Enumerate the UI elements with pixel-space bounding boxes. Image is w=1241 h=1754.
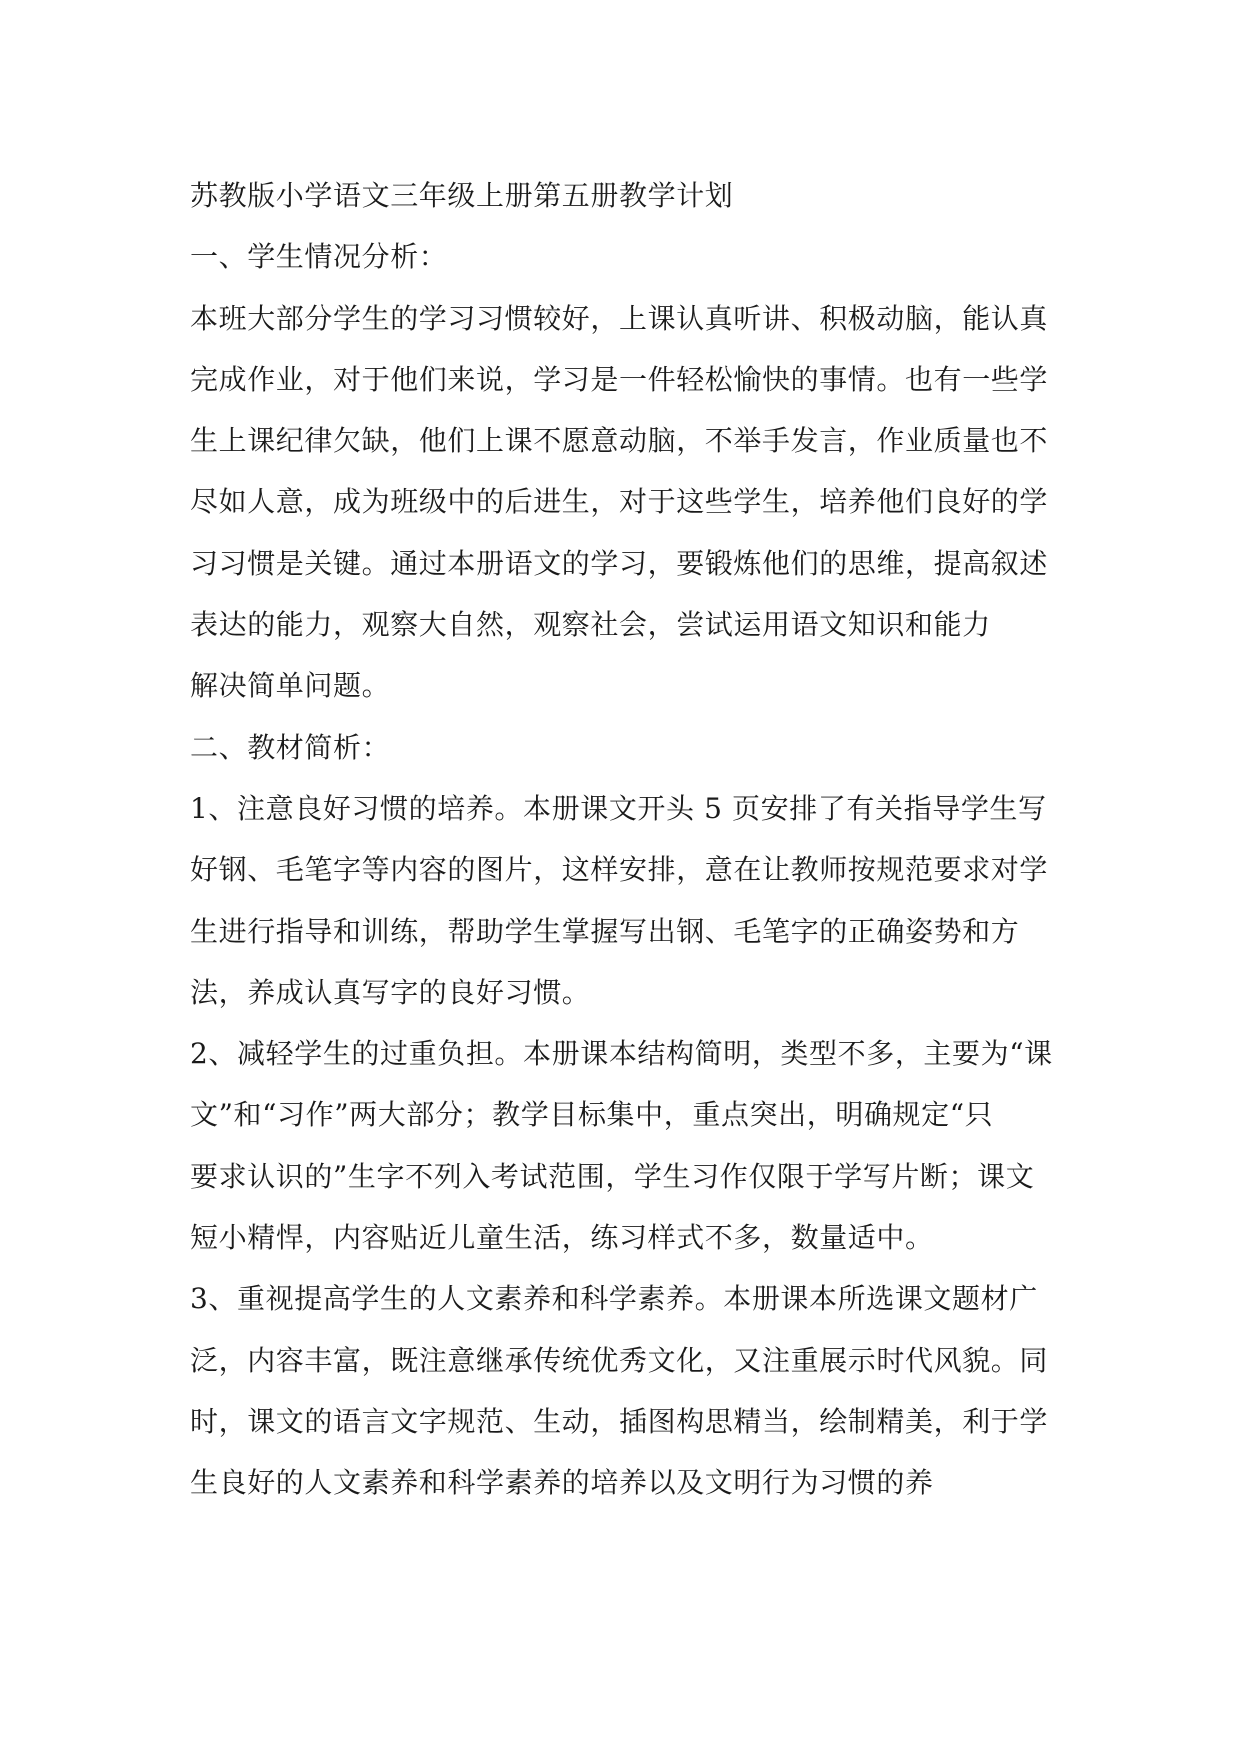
text-line: 生进行指导和训练，帮助学生掌握写出钢、毛笔字的正确姿势和方 — [190, 914, 1020, 948]
text-line: 习习惯是关键。通过本册语文的学习，要锻炼他们的思维，提高叙述 — [190, 546, 1049, 580]
text-line: 完成作业，对于他们来说，学习是一件轻松愉快的事情。也有一些学 — [190, 362, 1049, 396]
text-line: 要求认识的”生字不列入考试范围，学生习作仅限于学写片断；课文 — [190, 1159, 1035, 1193]
text-line: 1、注意良好习惯的培养。本册课文开头 5 页安排了有关指导学生写 — [190, 791, 1047, 825]
document-body — [190, 165, 1070, 1514]
text-line: 文”和“习作”两大部分；教学目标集中，重点突出，明确规定“只 — [190, 1098, 994, 1132]
text-line: 时，课文的语言文字规范、生动，插图构思精当，绘制精美，利于学 — [190, 1404, 1049, 1438]
section-heading-textbook-analysis: 二、教材简析： — [190, 730, 391, 764]
text-line: 生良好的人文素养和科学素养的培养以及文明行为习惯的养 — [190, 1466, 934, 1500]
text-line: 3、重视提高学生的人文素养和科学素养。本册课本所选课文题材广 — [190, 1282, 1038, 1316]
text-line: 泛，内容丰富，既注意继承传统优秀文化，又注重展示时代风貌。同 — [190, 1343, 1049, 1377]
text-line: 本班大部分学生的学习习惯较好，上课认真听讲、积极动脑，能认真 — [190, 301, 1049, 335]
text-line: 解决简单问题。 — [190, 669, 391, 703]
text-line: 短小精悍，内容贴近儿童生活，练习样式不多，数量适中。 — [190, 1221, 934, 1255]
text-line: 尽如人意，成为班级中的后进生，对于这些学生，培养他们良好的学 — [190, 485, 1049, 519]
text-line: 好钢、毛笔字等内容的图片，这样安排，意在让教师按规范要求对学 — [190, 853, 1049, 887]
text-line: 表达的能力，观察大自然，观察社会，尝试运用语文知识和能力 — [190, 608, 991, 642]
document-title: 苏教版小学语文三年级上册第五册教学计划 — [190, 179, 734, 212]
section-heading-student-analysis: 一、学生情况分析： — [190, 240, 448, 274]
text-line: 法，养成认真写字的良好习惯。 — [190, 975, 591, 1009]
text-line: 2、减轻学生的过重负担。本册课本结构简明，类型不多，主要为“课 — [190, 1037, 1053, 1071]
text-line: 生上课纪律欠缺，他们上课不愿意动脑，不举手发言，作业质量也不 — [190, 424, 1049, 458]
